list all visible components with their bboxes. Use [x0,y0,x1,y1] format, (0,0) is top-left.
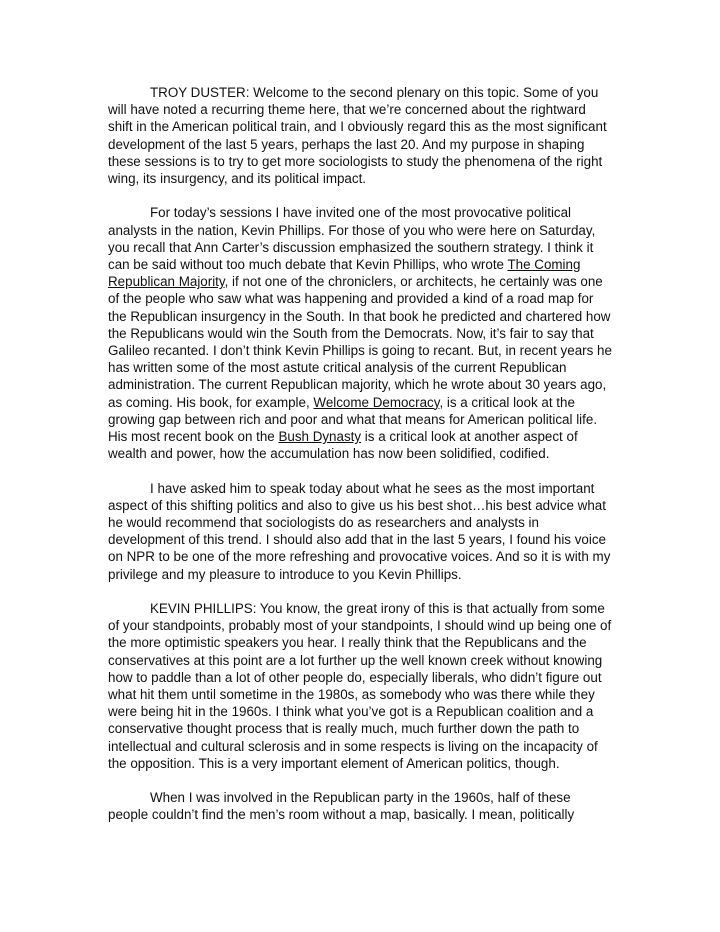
paragraph-introducing-phillips [108,204,614,462]
text-span: , is a critical look at the growing gap between rich and poor and what that means for American political life. His most recent book on the [108,394,598,445]
text-span: For today’s sessions I have invited one of the most provocative political analysts in the nation, Kevin Phillips. For those of you who were here on Saturday, you recall that Ann Carter’s discussion emphasized the southern strategy. I think it can be said without too much debate that Kevin Phillips, who wrote [108,205,596,273]
text-span: TROY DUSTER: Welcome to the second plenary on this topic. Some of you will have noted a recurring theme here, that we’re concerned about the rightward shift in the American political train, and I obviously regard this as the most significant development of the last 5 years, perhaps the last 20. And my purpose in shaping these sessions is to try to get more sociologists to study the phenomena of the right wing, its insurgency, and its political impact. [108,85,607,187]
text-span: is a critical look at another aspect of wealth and power, how the accumulation has now been solidified, codified. [108,429,578,462]
book-title-coming-republican-majority: The Coming Republican Majority [108,257,581,290]
paragraph-phillips-opening [108,600,614,772]
transcript-body [108,84,614,824]
text-span: When I was involved in the Republican party in the 1960s, half of these people couldn’t find the men’s room without a map, basically. I mean, politically [108,790,575,823]
paragraph-speaking-request [108,480,614,583]
book-title-bush-dynasty: Bush Dynasty [278,429,362,445]
text-span: , if not one of the chroniclers, or architects, he certainly was one of the people who saw what was happening and provided a kind of a road map for the Republican insurgency in the South. In that book he predicted and chartered how the Republicans would win the South from the Democrats. Now, it’s fair to say that Galileo recanted. I don’t think Kevin Phillips is going to recant. But, in recent years he has written some of the most astute critical analysis of the current Republican administration. The current Republican majority, which he wrote about 30 years ago, as coming. His book, for example, [108,274,612,410]
book-title-welcome-democracy: Welcome Democracy [313,394,440,410]
text-span: I have asked him to speak today about what he sees as the most important aspect of this shifting politics and also to give us his best shot…his best advice what he would recommend that sociologists do as researchers and analysts in development of this trend. I should also add that in the last 5 years, I found his voice on NPR to be one of the more refreshing and provocative voices. And so it is with my privilege and my pleasure to introduce to you Kevin Phillips. [108,480,611,582]
text-span: KEVIN PHILLIPS: You know, the great irony of this is that actually from some of your standpoints, probably most of your standpoints, I should wind up being one of the more optimistic speakers you hear. I really think that the Republicans and the conservatives at this point are a lot further up the well known creek without knowing how to paddle than a lot of other people do, especially liberals, who didn’t figure out what hit them until sometime in the 1980s, as somebody who was there while they were being hit in the 1960s. I think what you’ve got is a Republican coalition and a conservative thought process that is really much, much further down the path to intellectual and cultural sclerosis and in some respects is living on the incapacity of the opposition. This is a very important element of American politics, though. [108,601,612,771]
paragraph-duster-welcome [108,84,614,187]
paragraph-phillips-1960s [108,789,614,823]
